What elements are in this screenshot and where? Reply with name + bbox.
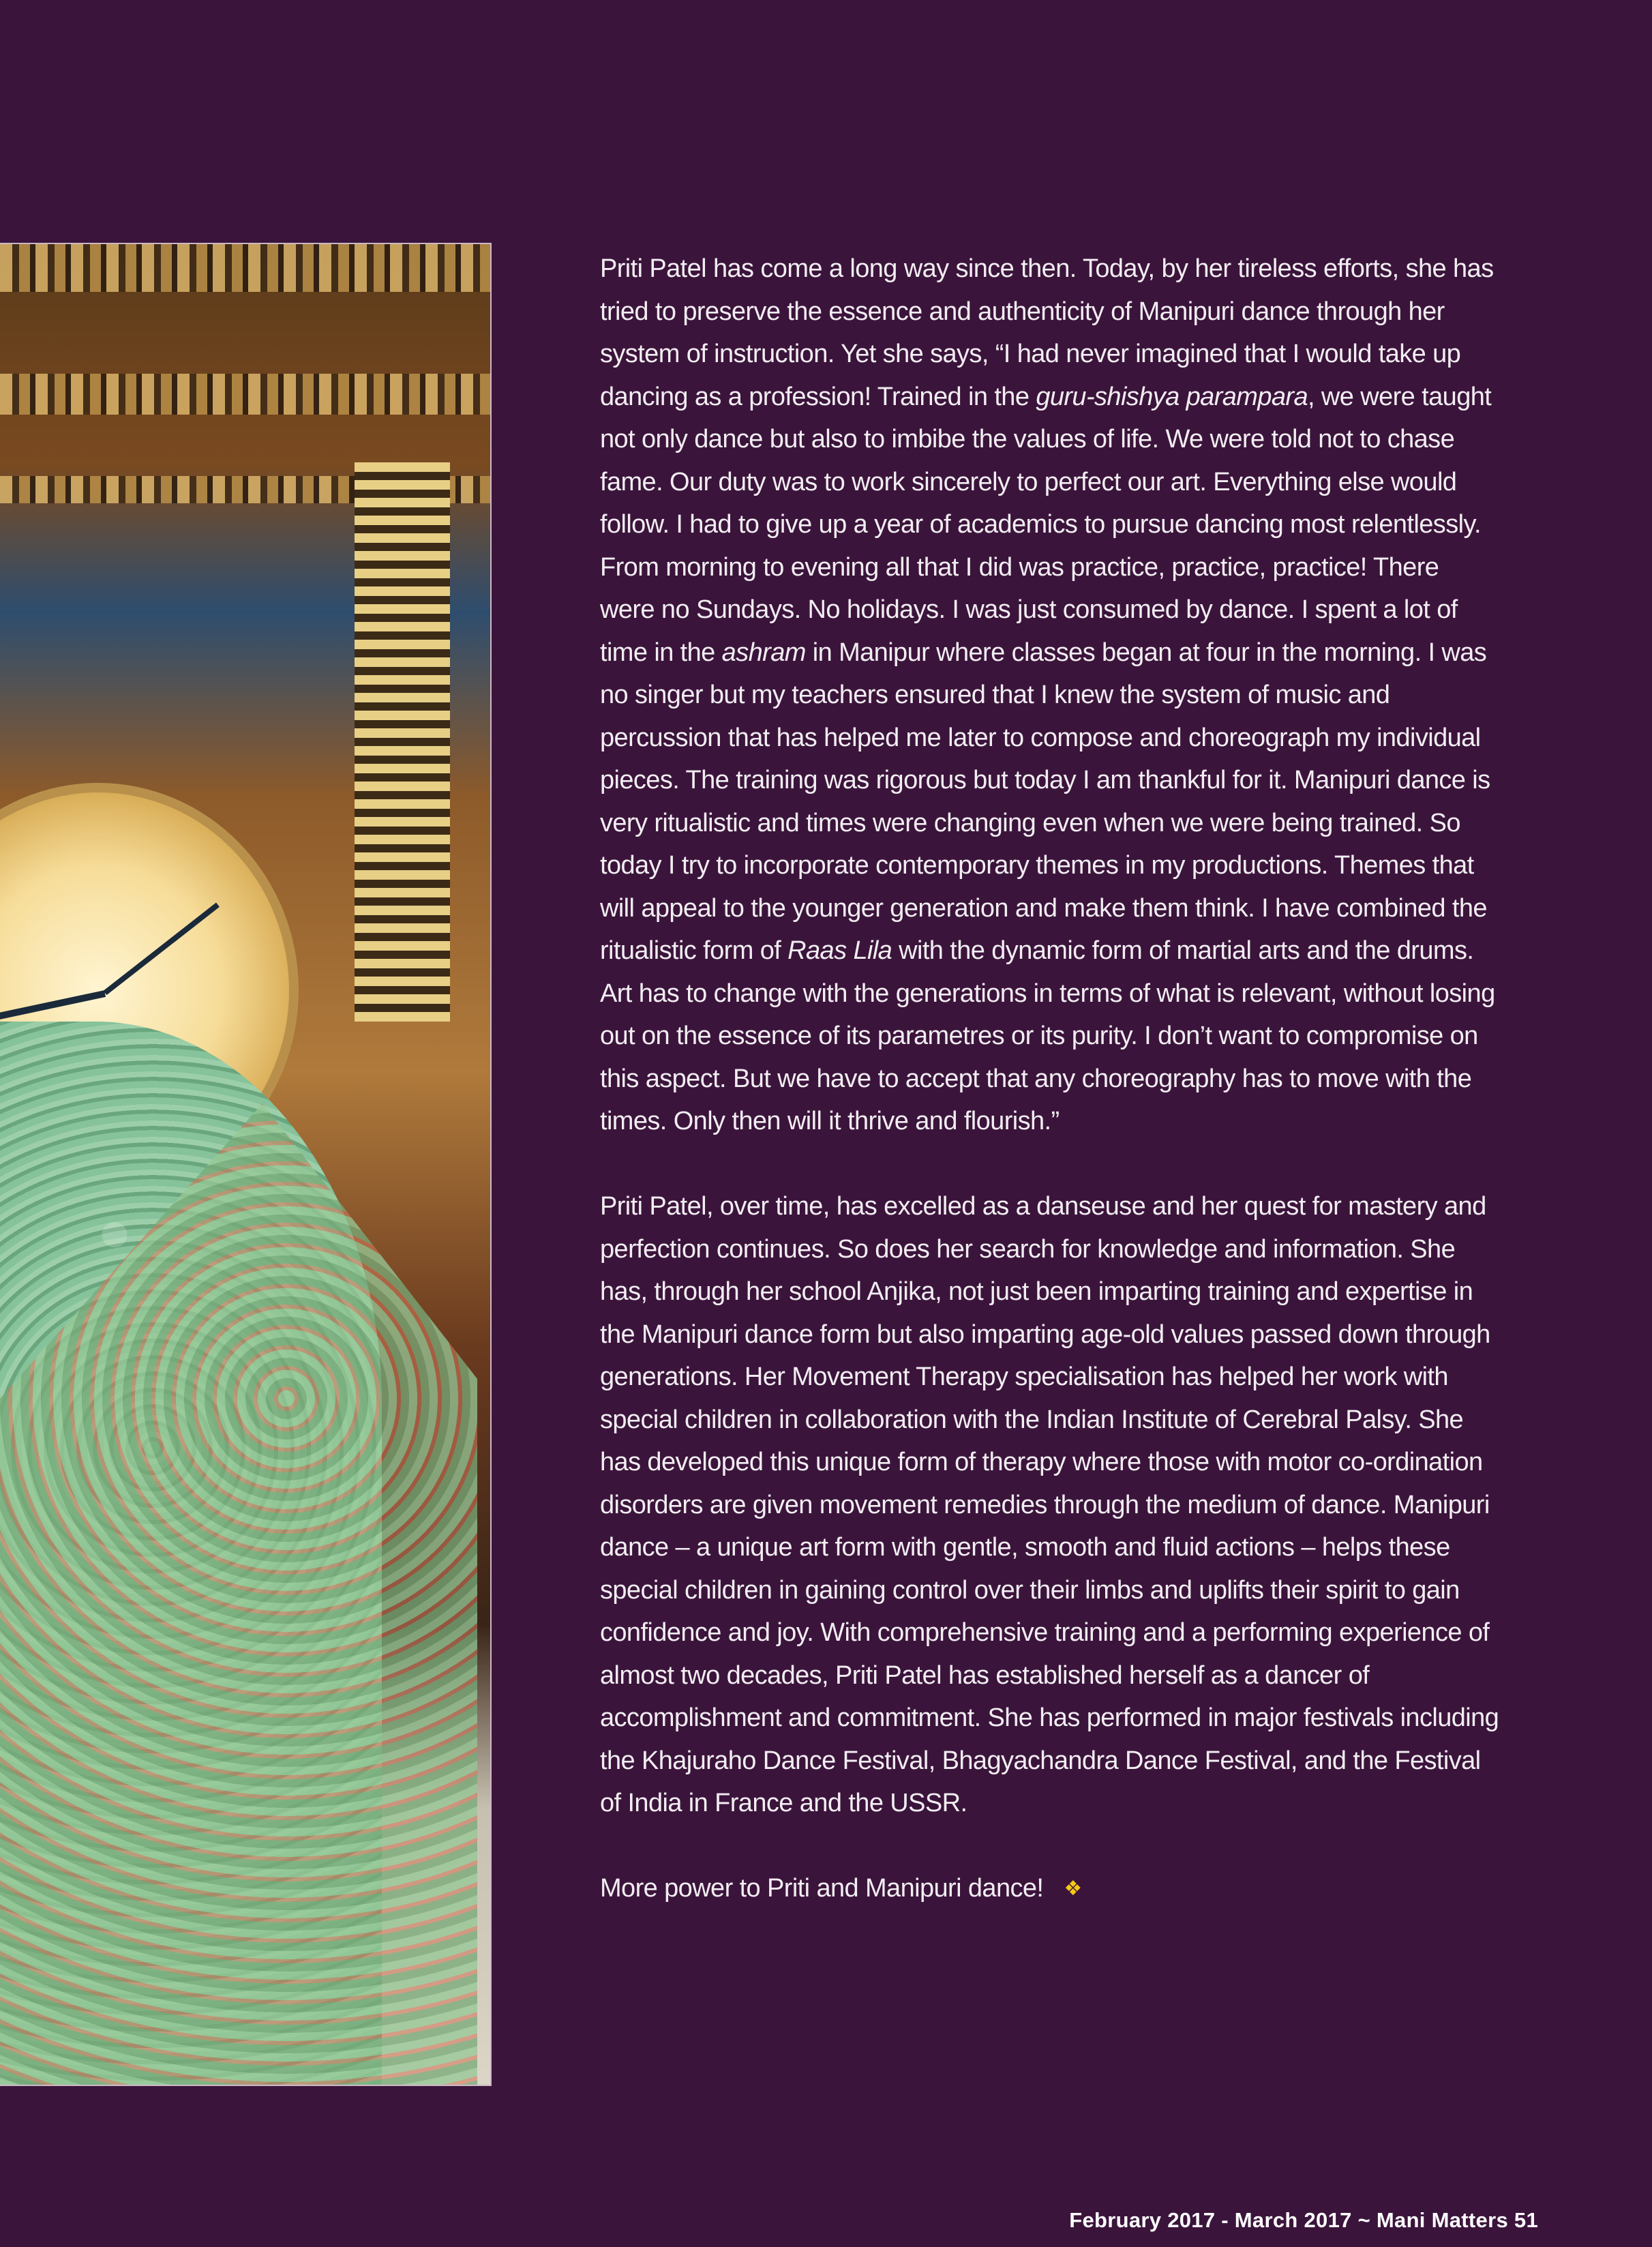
article-photo (0, 243, 492, 2086)
ornate-frieze (0, 244, 490, 292)
text-run: in Manipur where classes began at four in the morning. I was no singer but my teachers ensured that I knew the system of music and percussion that has helped me later to compose and choreograph my individual pieces. The training was rigorous but today I am thankful for it. Manipuri dance is very ritualistic and times were changing even when we were being trained. So today I try to incorporate contemporary themes in my productions. Themes that will appeal to the younger generation and make them think. I have combined the ritualistic form of (600, 638, 1490, 965)
page-folio: February 2017 - March 2017 ~ Mani Matters 51 (1069, 2208, 1538, 2232)
closing-text: More power to Priti and Manipuri dance! (600, 1874, 1044, 1903)
article-closing-line (600, 1867, 1500, 1911)
article-body (600, 248, 1500, 1953)
clock-hand (104, 903, 220, 996)
text-run: , we were taught not only dance but also to imbibe the values of life. We were told not to chase fame. Our duty was to work sincerely to perfect our art. Everything else would follow. I had to give up a year of academics to pursue dancing most relentlessly. From morning to evening all that I did was practice, practice, practice! There were no Sundays. No holidays. I was just consumed by dance. I spent a lot of time in the (600, 382, 1492, 667)
italic-term: ashram (721, 638, 806, 667)
italic-term: guru-shishya parampara (1036, 382, 1308, 411)
text-run: Priti Patel has come a long way since then. Today, by her tireless efforts, she has tried to preserve the essence and authenticity of Manipuri dance through her system of instruction. Yet she says, “I had never imagined that I would take up dancing as a profession! Trained in the (600, 254, 1494, 411)
article-paragraph (600, 248, 1500, 1143)
italic-term: Raas Lila (787, 936, 892, 965)
clock-hand (0, 990, 106, 1021)
decorative-pillar (355, 462, 450, 1022)
article-paragraph: Priti Patel, over time, has excelled as a danseuse and her quest for mastery and perfection continues. So does her search for knowledge and information. She has, through her school Anjika, not just been imparting training and expertise in the Manipuri dance form but also imparting age-old values passed down through generations. Her Movement Therapy specialisation has helped her work with special children in collaboration with the Indian Institute of Cerebral Palsy. She has developed this unique form of therapy where those with motor co-ordination disorders are given movement remedies through the medium of dance. Manipuri dance – a unique art form with gentle, smooth and fluid actions – helps these special children in gaining control over their limbs and uplifts their spirit to gain confidence and joy. With comprehensive training and a performing experience of almost two decades, Priti Patel has established herself as a dancer of accomplishment and commitment. She has performed in major festivals including the Khajuraho Dance Festival, Bhagyachandra Dance Festival, and the Festival of India in France and the USSR. (600, 1192, 1499, 1817)
end-mark-icon: ❖ (1064, 1877, 1082, 1900)
ornate-frieze (0, 374, 490, 415)
text-run: with the dynamic form of martial arts and the drums. Art has to change with the generations in terms of what is relevant, without losing out on the essence of its parametres or its purity. I don’t want to compromise on this aspect. But we have to accept that any choreography has to move with the times. Only then will it thrive and flourish.” (600, 936, 1495, 1135)
